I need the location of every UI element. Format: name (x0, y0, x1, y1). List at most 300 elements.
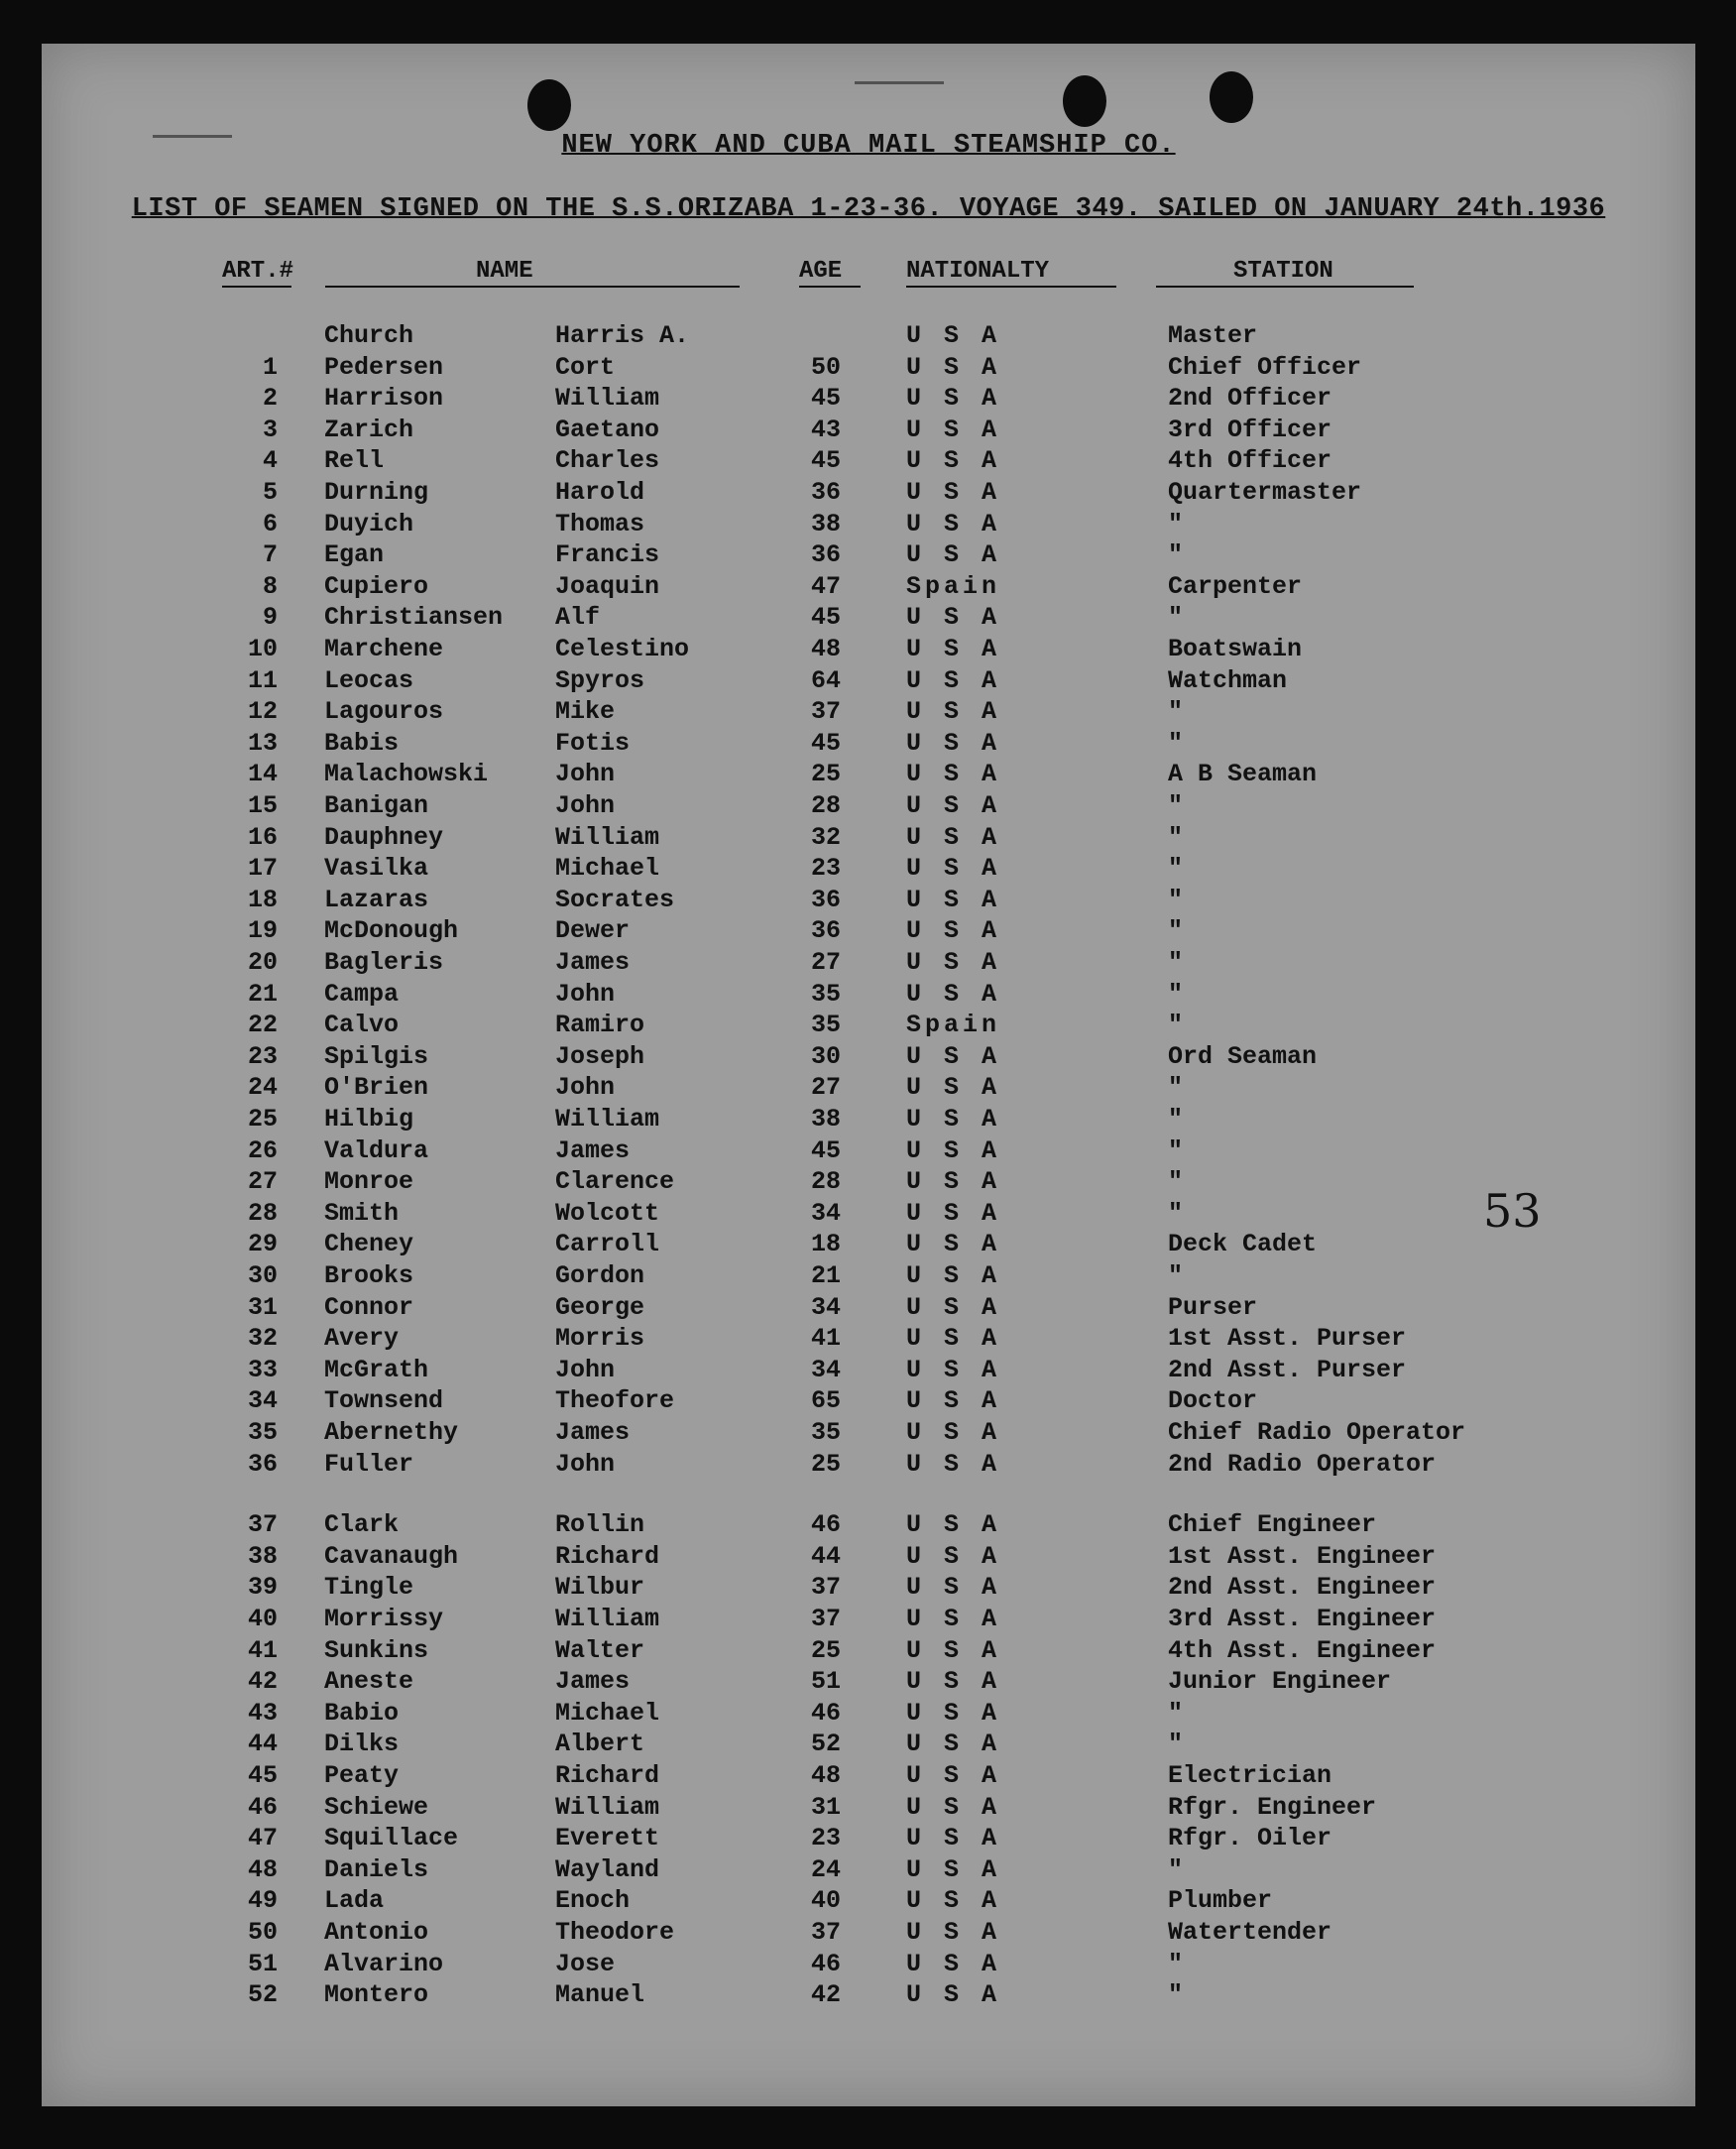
given-name: Cort (555, 352, 616, 382)
station: 2nd Asst. Engineer (1168, 1573, 1437, 1603)
nationality: U S A (906, 1418, 1001, 1447)
art-number: 34 (247, 1386, 278, 1416)
header-rule (1156, 286, 1414, 288)
art-number: 16 (247, 822, 278, 852)
given-name: John (555, 979, 616, 1009)
surname: Abernethy (324, 1418, 459, 1447)
table-row (42, 1386, 1695, 1417)
art-number: 13 (247, 728, 278, 758)
nationality: U S A (906, 1105, 1001, 1134)
header-rule (799, 286, 861, 288)
age: 36 (811, 478, 842, 507)
nationality: U S A (906, 1761, 1001, 1790)
nationality: U S A (906, 1698, 1001, 1728)
age: 46 (811, 1510, 842, 1540)
surname: McGrath (324, 1355, 429, 1384)
surname: Campa (324, 979, 400, 1009)
nationality: U S A (906, 1261, 1001, 1290)
table-row (42, 1636, 1695, 1667)
table-row (42, 729, 1695, 760)
station: " (1168, 728, 1184, 758)
art-number: 40 (247, 1605, 278, 1633)
station: Purser (1168, 1292, 1258, 1322)
table-row (42, 478, 1695, 509)
table-row (42, 416, 1695, 446)
surname: Leocas (324, 665, 414, 695)
nationality: U S A (906, 1355, 1001, 1384)
nationality: U S A (906, 1230, 1001, 1259)
station: Quartermaster (1168, 478, 1362, 507)
surname: Malachowski (324, 760, 489, 789)
art-number: 41 (247, 1635, 278, 1665)
list-subtitle: LIST OF SEAMEN SIGNED ON THE S.S.ORIZABA 1-23-36. VOYAGE 349. SAILED ON JANUARY 24th.1936 (131, 194, 1606, 224)
ink-smudge (855, 81, 944, 84)
given-name: John (555, 1073, 616, 1103)
surname: Lagouros (324, 697, 444, 727)
given-name: Charles (555, 446, 660, 476)
table-row (42, 603, 1695, 634)
given-name: Alf (555, 603, 601, 633)
nationality: U S A (906, 1135, 1001, 1165)
station: " (1168, 1980, 1184, 2010)
age: 30 (811, 1041, 842, 1071)
surname: Smith (324, 1198, 400, 1228)
station: " (1168, 1949, 1184, 1978)
nationality: U S A (906, 1573, 1001, 1603)
nationality: U S A (906, 478, 1001, 507)
surname: Alvarino (324, 1949, 444, 1978)
surname: Montero (324, 1980, 429, 2010)
header-rule (325, 286, 740, 288)
given-name: Wayland (555, 1854, 660, 1884)
art-number: 30 (247, 1261, 278, 1290)
station: 2nd Officer (1168, 384, 1332, 414)
art-number: 38 (247, 1541, 278, 1571)
nationality: Spain (906, 571, 1001, 601)
nationality: U S A (906, 916, 1001, 946)
surname: Vasilka (324, 854, 429, 884)
art-number: 33 (247, 1355, 278, 1384)
age: 34 (811, 1292, 842, 1322)
age: 28 (811, 1167, 842, 1197)
art-number: 48 (247, 1854, 278, 1884)
station: 2nd Asst. Purser (1168, 1355, 1407, 1384)
station: " (1168, 1011, 1184, 1040)
age: 34 (811, 1355, 842, 1384)
station: Rfgr. Engineer (1168, 1792, 1377, 1822)
surname: Daniels (324, 1854, 429, 1884)
surname: Hilbig (324, 1105, 414, 1134)
given-name: Socrates (555, 885, 675, 914)
given-name: John (555, 791, 616, 820)
age: 38 (811, 509, 842, 538)
station: " (1168, 697, 1184, 727)
nationality: U S A (906, 1510, 1001, 1540)
station: " (1168, 509, 1184, 538)
age: 18 (811, 1230, 842, 1259)
age: 37 (811, 1605, 842, 1633)
table-row (42, 1167, 1695, 1198)
art-number: 14 (247, 760, 278, 789)
given-name: John (555, 760, 616, 789)
given-name: Joseph (555, 1041, 645, 1071)
given-name: Gaetano (555, 415, 660, 444)
nationality: U S A (906, 885, 1001, 914)
table-row (42, 384, 1695, 415)
surname: Cupiero (324, 571, 429, 601)
surname: Tingle (324, 1573, 414, 1603)
table-row (42, 1824, 1695, 1854)
station: " (1168, 540, 1184, 570)
age: 21 (811, 1261, 842, 1290)
header-rule (906, 286, 1116, 288)
nationality: U S A (906, 1886, 1001, 1916)
nationality: U S A (906, 791, 1001, 820)
header-art: ART.# (222, 258, 294, 285)
nationality: U S A (906, 1635, 1001, 1665)
table-row (42, 1980, 1695, 2011)
age: 36 (811, 540, 842, 570)
table-row (42, 886, 1695, 916)
age: 27 (811, 1073, 842, 1103)
table-row (42, 1761, 1695, 1792)
station: " (1168, 1198, 1184, 1228)
table-row (42, 854, 1695, 885)
station: " (1168, 1105, 1184, 1134)
nationality: U S A (906, 728, 1001, 758)
station: " (1168, 1854, 1184, 1884)
surname: Dauphney (324, 822, 444, 852)
surname: Morrissy (324, 1605, 444, 1633)
surname: Squillace (324, 1824, 459, 1853)
table-row (42, 980, 1695, 1011)
art-number: 18 (247, 885, 278, 914)
table-row (42, 1261, 1695, 1292)
given-name: Theofore (555, 1386, 675, 1416)
header-station: STATION (1233, 258, 1333, 285)
given-name: Everett (555, 1824, 660, 1853)
given-name: Harris A. (555, 321, 690, 350)
given-name: Theodore (555, 1918, 675, 1947)
station: Carpenter (1168, 571, 1303, 601)
surname: Brooks (324, 1261, 414, 1290)
age: 35 (811, 979, 842, 1009)
surname: Durning (324, 478, 429, 507)
station: " (1168, 854, 1184, 884)
age: 51 (811, 1667, 842, 1697)
art-number: 21 (247, 979, 278, 1009)
station: Chief Radio Operator (1168, 1418, 1466, 1447)
table-row (42, 1730, 1695, 1760)
nationality: U S A (906, 321, 1001, 350)
company-title: NEW YORK AND CUBA MAIL STEAMSHIP CO. (561, 131, 1176, 161)
table-row (42, 1136, 1695, 1167)
table-row (42, 1230, 1695, 1260)
age: 46 (811, 1698, 842, 1728)
given-name: Spyros (555, 665, 645, 695)
given-name: Francis (555, 540, 660, 570)
given-name: Thomas (555, 509, 645, 538)
age: 32 (811, 822, 842, 852)
age: 35 (811, 1418, 842, 1447)
station: 1st Asst. Engineer (1168, 1541, 1437, 1571)
header-rule (222, 286, 291, 288)
surname: Schiewe (324, 1792, 429, 1822)
given-name: William (555, 384, 660, 414)
station: Plumber (1168, 1886, 1273, 1916)
surname: Clark (324, 1510, 400, 1540)
age: 28 (811, 791, 842, 820)
table-row (42, 1918, 1695, 1949)
surname: Lada (324, 1886, 385, 1916)
surname: Christiansen (324, 603, 504, 633)
station: 4th Asst. Engineer (1168, 1635, 1437, 1665)
art-number: 52 (247, 1980, 278, 2010)
age: 38 (811, 1105, 842, 1134)
nationality: U S A (906, 1792, 1001, 1822)
art-number: 22 (247, 1011, 278, 1040)
nationality: U S A (906, 1167, 1001, 1197)
station: Electrician (1168, 1761, 1332, 1790)
surname: Cheney (324, 1230, 414, 1259)
nationality: U S A (906, 1386, 1001, 1416)
age: 24 (811, 1854, 842, 1884)
table-row (42, 1450, 1695, 1481)
station: " (1168, 1730, 1184, 1759)
surname: Babio (324, 1698, 400, 1728)
age: 31 (811, 1792, 842, 1822)
art-number: 2 (262, 384, 278, 414)
nationality: U S A (906, 603, 1001, 633)
table-row (42, 760, 1695, 790)
nationality: U S A (906, 446, 1001, 476)
given-name: Manuel (555, 1980, 645, 2010)
nationality: U S A (906, 822, 1001, 852)
surname: Peaty (324, 1761, 400, 1790)
art-number: 3 (262, 415, 278, 444)
given-name: Walter (555, 1635, 645, 1665)
station: " (1168, 603, 1184, 633)
given-name: Gordon (555, 1261, 645, 1290)
given-name: John (555, 1449, 616, 1479)
given-name: George (555, 1292, 645, 1322)
surname: Cavanaugh (324, 1541, 459, 1571)
art-number: 25 (247, 1105, 278, 1134)
manifest-page (42, 44, 1695, 2106)
table-row (42, 1105, 1695, 1135)
age: 35 (811, 1011, 842, 1040)
age: 25 (811, 1635, 842, 1665)
table-row (42, 1510, 1695, 1541)
given-name: Jose (555, 1949, 616, 1978)
nationality: U S A (906, 1854, 1001, 1884)
art-number: 27 (247, 1167, 278, 1197)
age: 41 (811, 1324, 842, 1354)
surname: Avery (324, 1324, 400, 1354)
station: Boatswain (1168, 635, 1303, 663)
station: Watchman (1168, 665, 1288, 695)
table-row (42, 791, 1695, 822)
table-row (42, 1667, 1695, 1698)
surname: Townsend (324, 1386, 444, 1416)
given-name: Harold (555, 478, 645, 507)
given-name: James (555, 948, 631, 977)
art-number: 23 (247, 1041, 278, 1071)
station: Chief Officer (1168, 352, 1362, 382)
table-row (42, 1855, 1695, 1886)
art-number: 29 (247, 1230, 278, 1259)
table-row (42, 948, 1695, 979)
station: 1st Asst. Purser (1168, 1324, 1407, 1354)
table-row (42, 697, 1695, 728)
age: 34 (811, 1198, 842, 1228)
station: Master (1168, 321, 1258, 350)
art-number: 9 (262, 603, 278, 633)
nationality: U S A (906, 854, 1001, 884)
nationality: U S A (906, 384, 1001, 414)
given-name: Morris (555, 1324, 645, 1354)
nationality: U S A (906, 1918, 1001, 1947)
table-row (42, 540, 1695, 571)
age: 23 (811, 1824, 842, 1853)
age: 45 (811, 1135, 842, 1165)
surname: O'Brien (324, 1073, 429, 1103)
art-number: 12 (247, 697, 278, 727)
given-name: James (555, 1667, 631, 1697)
art-number: 5 (262, 478, 278, 507)
nationality: U S A (906, 415, 1001, 444)
surname: Church (324, 321, 414, 350)
table-row (42, 321, 1695, 352)
nationality: U S A (906, 1980, 1001, 2010)
nationality: U S A (906, 1667, 1001, 1697)
nationality: U S A (906, 1605, 1001, 1633)
nationality: U S A (906, 540, 1001, 570)
given-name: Wolcott (555, 1198, 660, 1228)
table-row (42, 823, 1695, 854)
table-row (42, 572, 1695, 603)
station: Ord Seaman (1168, 1041, 1318, 1071)
nationality: U S A (906, 665, 1001, 695)
given-name: Clarence (555, 1167, 675, 1197)
station: Rfgr. Oiler (1168, 1824, 1332, 1853)
table-row (42, 1199, 1695, 1230)
table-row (42, 1293, 1695, 1324)
surname: Spilgis (324, 1041, 429, 1071)
table-row (42, 1073, 1695, 1104)
punch-hole (1210, 71, 1253, 123)
given-name: Celestino (555, 635, 690, 663)
surname: Babis (324, 728, 400, 758)
art-number: 49 (247, 1886, 278, 1916)
art-number: 37 (247, 1510, 278, 1540)
table-row (42, 1042, 1695, 1073)
table-row (42, 1793, 1695, 1824)
nationality: Spain (906, 1011, 1001, 1040)
age: 37 (811, 1573, 842, 1603)
age: 37 (811, 1918, 842, 1947)
age: 45 (811, 728, 842, 758)
station: " (1168, 885, 1184, 914)
surname: Valdura (324, 1135, 429, 1165)
art-number: 36 (247, 1449, 278, 1479)
art-number: 47 (247, 1824, 278, 1853)
art-number: 19 (247, 916, 278, 946)
table-row (42, 635, 1695, 665)
art-number: 1 (262, 352, 278, 382)
age: 37 (811, 697, 842, 727)
age: 36 (811, 916, 842, 946)
station: " (1168, 1698, 1184, 1728)
station: " (1168, 1167, 1184, 1197)
station: Watertender (1168, 1918, 1332, 1947)
nationality: U S A (906, 760, 1001, 789)
surname: Sunkins (324, 1635, 429, 1665)
station: " (1168, 822, 1184, 852)
station: " (1168, 916, 1184, 946)
given-name: James (555, 1418, 631, 1447)
art-number: 31 (247, 1292, 278, 1322)
age: 23 (811, 854, 842, 884)
station: Deck Cadet (1168, 1230, 1318, 1259)
given-name: Rollin (555, 1510, 645, 1540)
art-number: 50 (247, 1918, 278, 1947)
art-number: 6 (262, 509, 278, 538)
nationality: U S A (906, 352, 1001, 382)
art-number: 20 (247, 948, 278, 977)
table-row (42, 1324, 1695, 1355)
surname: Duyich (324, 509, 414, 538)
station: " (1168, 1261, 1184, 1290)
nationality: U S A (906, 1824, 1001, 1853)
age: 42 (811, 1980, 842, 2010)
given-name: Carroll (555, 1230, 660, 1259)
surname: Monroe (324, 1167, 414, 1197)
nationality: U S A (906, 509, 1001, 538)
given-name: William (555, 1792, 660, 1822)
station: " (1168, 1073, 1184, 1103)
surname: Lazaras (324, 885, 429, 914)
station: " (1168, 979, 1184, 1009)
surname: McDonough (324, 916, 459, 946)
given-name: William (555, 822, 660, 852)
station: 4th Officer (1168, 446, 1332, 476)
nationality: U S A (906, 1730, 1001, 1759)
given-name: Enoch (555, 1886, 631, 1916)
table-row (42, 353, 1695, 384)
age: 40 (811, 1886, 842, 1916)
header-age: AGE (799, 258, 843, 285)
table-row (42, 510, 1695, 540)
art-number: 11 (247, 665, 278, 695)
nationality: U S A (906, 635, 1001, 663)
age: 52 (811, 1730, 842, 1759)
surname: Zarich (324, 415, 414, 444)
art-number: 28 (247, 1198, 278, 1228)
station: 3rd Officer (1168, 415, 1332, 444)
nationality: U S A (906, 979, 1001, 1009)
nationality: U S A (906, 1324, 1001, 1354)
nationality: U S A (906, 1073, 1001, 1103)
art-number: 8 (262, 571, 278, 601)
table-row (42, 1950, 1695, 1980)
table-row (42, 916, 1695, 947)
age: 36 (811, 885, 842, 914)
age: 25 (811, 760, 842, 789)
punch-hole (1063, 75, 1106, 127)
age: 43 (811, 415, 842, 444)
nationality: U S A (906, 697, 1001, 727)
